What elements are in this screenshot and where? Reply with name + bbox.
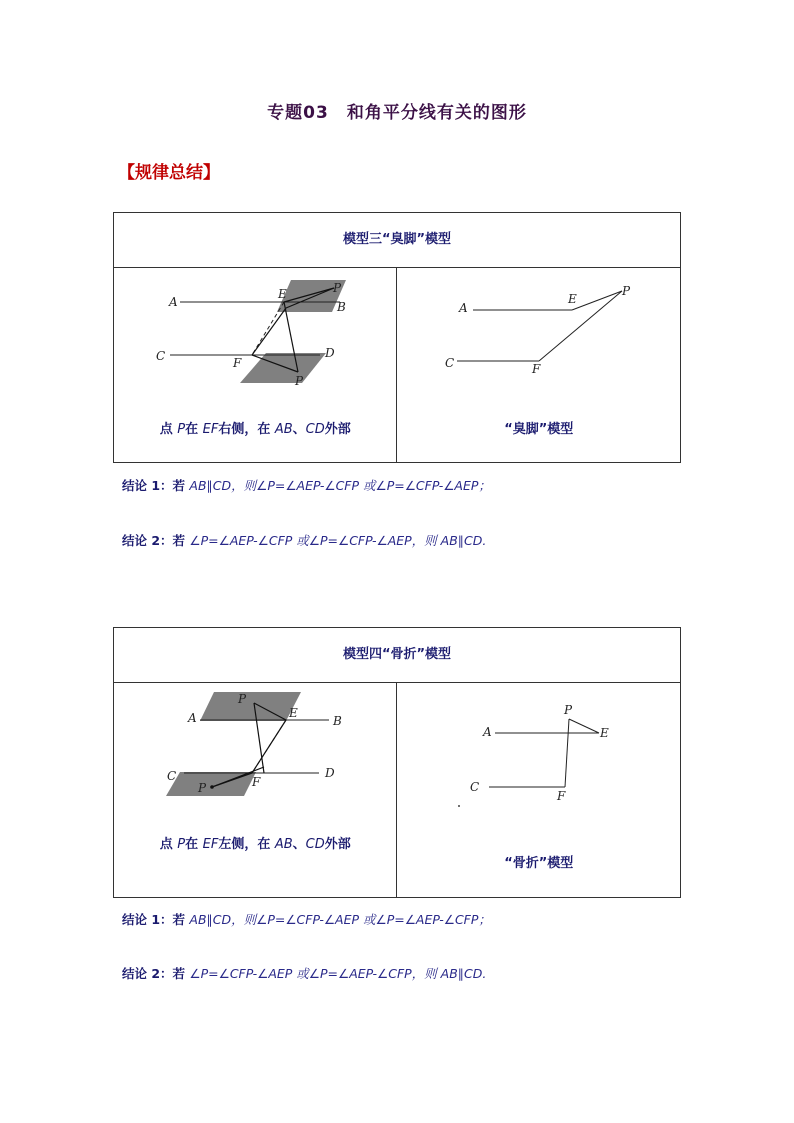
model4-conclusion-2: 结论 2：若 ∠P=∠CFP-∠AEP 或∠P=∠AEP-∠CFP，则 AB∥CD.: [122, 966, 487, 981]
model3-right-caption: “臭脚”模型: [504, 422, 574, 437]
model3-conclusion-1: 结论 1：若 AB∥CD，则∠P=∠AEP-∠CFP 或∠P=∠CFP-∠AEP；: [122, 478, 491, 493]
model3-heading: 模型三“臭脚”模型: [114, 213, 681, 268]
label-p2: P: [198, 781, 207, 795]
label-b: B: [333, 714, 342, 728]
label-a: A: [459, 301, 469, 315]
segment-pe: [569, 719, 599, 733]
model4-left-figure: [114, 683, 397, 813]
point-p2: [210, 785, 214, 789]
label-p: P: [564, 703, 573, 717]
model3-conclusion-2: 结论 2：若 ∠P=∠AEP-∠CFP 或∠P=∠CFP-∠AEP，则 AB∥CD.: [122, 533, 487, 548]
segment-pf: [539, 291, 622, 361]
model3-right-cell: [397, 268, 681, 463]
model4-right-caption: “骨折”模型: [504, 856, 574, 871]
model4-conclusion-1: 结论 1：若 AB∥CD，则∠P=∠CFP-∠AEP 或∠P=∠AEP-∠CFP；: [122, 912, 491, 927]
label-e: E: [568, 292, 578, 306]
model4-right-figure: [397, 683, 680, 823]
label-c: C: [167, 769, 177, 783]
segment-f-e2: [252, 308, 286, 355]
label-d: D: [325, 766, 335, 780]
page-title: 专题03 和角平分线有关的图形: [267, 103, 527, 123]
label-a: A: [188, 711, 197, 725]
label-p: P: [238, 692, 247, 706]
label-e: E: [289, 706, 298, 720]
model3-left-figure: [114, 268, 397, 418]
upper-plane: [200, 692, 301, 721]
section-heading: 【规律总结】: [118, 163, 220, 183]
label-c: C: [445, 356, 455, 370]
label-p: P: [622, 284, 631, 298]
label-f: F: [233, 356, 242, 370]
model4-left-caption: 点 P在 EF左侧，在 AB、CD外部: [159, 837, 351, 852]
label-e: E: [278, 287, 287, 301]
segment-ep: [572, 291, 622, 310]
model3-left-caption: 点 P在 EF右侧，在 AB、CD外部: [159, 422, 351, 437]
label-p2: P: [295, 374, 304, 388]
label-e: E: [600, 726, 610, 740]
segment-ef: [252, 302, 284, 355]
label-a: A: [483, 725, 493, 739]
segment-pf: [565, 719, 569, 787]
lower-plane: [240, 353, 326, 383]
label-f: F: [252, 775, 261, 789]
label-c: C: [470, 780, 480, 794]
label-f: F: [532, 362, 541, 376]
model4-right-cell: [397, 683, 681, 898]
model3-left-cell: [114, 268, 397, 463]
model3-table: [113, 212, 681, 463]
label-p: P: [333, 281, 342, 295]
label-a: A: [169, 295, 178, 309]
model4-left-cell: [114, 683, 397, 898]
model3-right-figure: [397, 268, 680, 418]
model4-table: [113, 627, 681, 898]
label-f: F: [557, 789, 566, 803]
label-b: B: [337, 300, 346, 314]
model4-heading: 模型四“骨折”模型: [114, 628, 681, 683]
label-c: C: [156, 349, 166, 363]
label-d: D: [325, 346, 335, 360]
stray-dot: [458, 805, 460, 807]
